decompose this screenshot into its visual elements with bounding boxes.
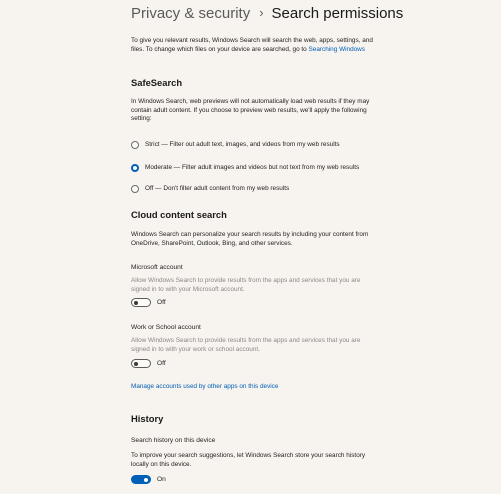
radio-strict-label: Strict — Filter out adult text, images, and videos from my web results: [145, 141, 340, 148]
toggle-knob: [134, 301, 138, 305]
radio-off-label: Off — Don't filter adult content from my web results: [145, 185, 290, 192]
safesearch-description: In Windows Search, web previews will not automatically load web results if they may contain adult content. If you choose to preview web results, we'll apply the following setting:: [131, 98, 370, 123]
search-history-label: Search history on this device: [131, 437, 216, 444]
page-title: Search permissions: [271, 5, 404, 22]
radio-moderate-label: Moderate — Filter adult images and videos but not text from my web results: [145, 164, 360, 171]
work-account-toggle[interactable]: [131, 359, 151, 368]
intro-text: To give you relevant results, Windows Search will search the web, apps, settings, and files. To change which files on your device are searched, go to: [131, 37, 373, 53]
search-history-description: To improve your search suggestions, let Windows Search store your search history locally on this device.: [131, 452, 366, 468]
manage-accounts-link[interactable]: Manage accounts used by other apps on this device: [131, 383, 279, 390]
chevron-right-icon: ›: [259, 5, 264, 20]
searching-windows-link[interactable]: Searching Windows: [308, 45, 365, 53]
search-history-toggle[interactable]: [131, 475, 151, 484]
search-history-toggle-state: On: [157, 476, 166, 483]
cloud-search-heading: Cloud content search: [131, 209, 227, 220]
radio-moderate[interactable]: [131, 164, 139, 172]
work-account-description: Allow Windows Search to provide results from the apps and services that you are signed in to with your work or school account.: [131, 337, 361, 353]
search-history-toggle-row[interactable]: [131, 475, 166, 484]
microsoft-account-toggle-state: Off: [157, 299, 166, 306]
cloud-search-description: Windows Search can personalize your search results by including your content from OneDrive, SharePoint, Outlook, Bing, and other services.: [131, 231, 369, 247]
microsoft-account-label: Microsoft account: [131, 264, 183, 271]
breadcrumb-privacy-security[interactable]: Privacy & security: [131, 5, 251, 22]
safesearch-option-strict[interactable]: [131, 141, 376, 150]
microsoft-account-description: Allow Windows Search to provide results from the apps and services that you are signed in to with your Microsoft account.: [131, 277, 361, 293]
breadcrumb: [131, 3, 431, 25]
toggle-knob: [134, 362, 138, 366]
microsoft-account-toggle-row[interactable]: [131, 298, 166, 307]
work-account-toggle-state: Off: [157, 360, 166, 367]
toggle-knob: [144, 478, 148, 482]
intro-paragraph: [131, 37, 376, 54]
safesearch-heading: SafeSearch: [131, 77, 183, 88]
safesearch-option-moderate[interactable]: [131, 164, 376, 173]
work-account-toggle-row[interactable]: [131, 359, 166, 368]
radio-off[interactable]: [131, 185, 139, 193]
history-heading: History: [131, 413, 164, 424]
work-account-label: Work or School account: [131, 324, 201, 331]
safesearch-option-off[interactable]: [131, 185, 376, 194]
microsoft-account-toggle[interactable]: [131, 298, 151, 307]
radio-strict[interactable]: [131, 141, 139, 149]
